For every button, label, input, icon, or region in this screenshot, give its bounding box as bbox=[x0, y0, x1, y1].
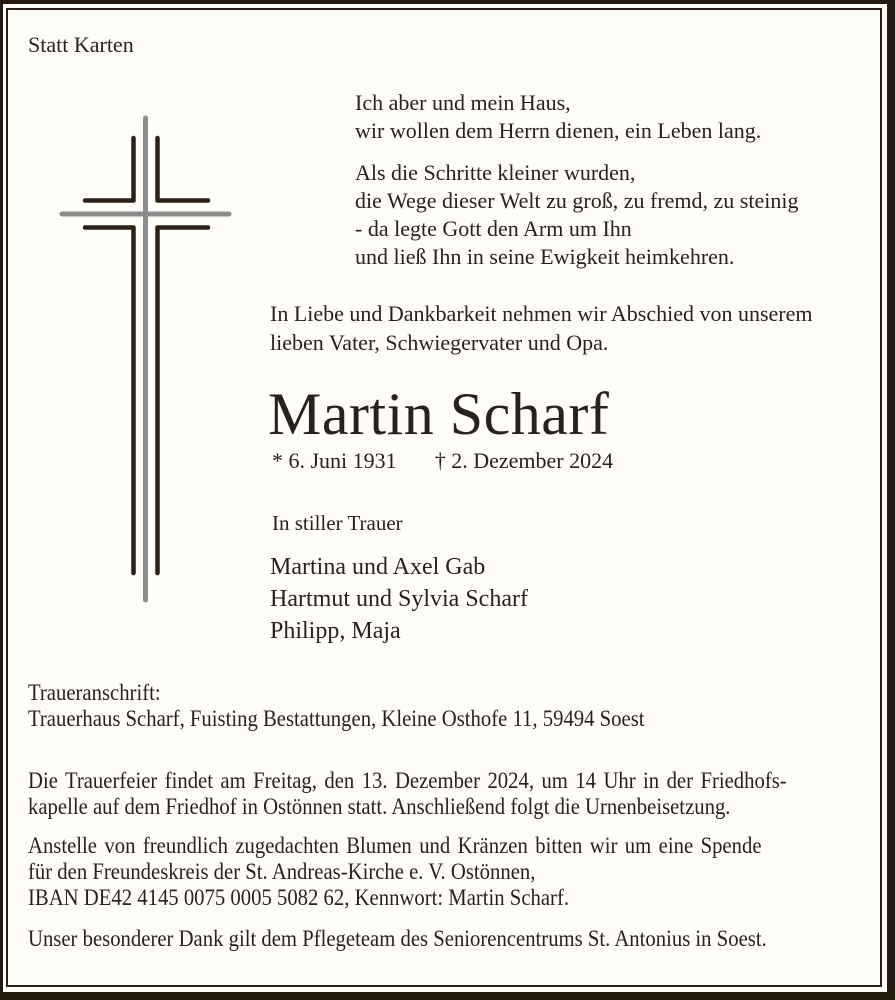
donation-info bbox=[28, 833, 843, 911]
donation-info-line: Anstelle von freundlich zugedachten Blumen und Kränzen bitten wir um eine Spende bbox=[28, 833, 762, 858]
life-dates bbox=[272, 448, 613, 474]
deceased-name: Martin Scharf bbox=[268, 381, 610, 447]
address-label: Traueranschrift: bbox=[28, 680, 161, 705]
birth-date: * 6. Juni 1931 bbox=[272, 448, 397, 473]
opening-quote bbox=[355, 89, 798, 271]
service-info-line: Die Trauerfeier findet am Freitag, den 13. Dezember 2024, um 14 Uhr in der Friedhofs- bbox=[28, 768, 787, 793]
mourning-intro: In stiller Trauer bbox=[272, 511, 403, 535]
cross-icon bbox=[55, 112, 240, 607]
mourner-name: Martina und Axel Gab bbox=[270, 554, 486, 580]
farewell-line: In Liebe und Dankbarkeit nehmen wir Abschied von unserem bbox=[270, 301, 813, 326]
donation-info-line: für den Freundeskreis der St. Andreas-Kirche e. V. Ostönnen, bbox=[28, 859, 536, 884]
death-date: † 2. Dezember 2024 bbox=[434, 448, 614, 473]
quote-line: Ich aber und mein Haus, bbox=[355, 90, 571, 115]
quote-line: die Wege dieser Welt zu groß, zu fremd, zu steinig bbox=[355, 188, 799, 213]
quote-line: und ließ Ihn in seine Ewigkeit heimkehren. bbox=[355, 244, 735, 269]
donation-info-line: IBAN DE42 4145 0075 0005 5082 62, Kennwort: Martin Scharf. bbox=[28, 885, 570, 910]
farewell-line: lieben Vater, Schwiegervater und Opa. bbox=[270, 330, 609, 355]
thanks-line: Unser besonderer Dank gilt dem Pflegeteam des Seniorencentrums St. Antonius in Soest. bbox=[28, 926, 767, 951]
mourning-address bbox=[28, 680, 713, 732]
farewell-text bbox=[270, 299, 813, 357]
service-info-line: kapelle auf dem Friedhof in Ostönnen statt. Anschließend folgt die Urnenbeisetzung. bbox=[28, 794, 731, 819]
quote-line: Als die Schritte kleiner wurden, bbox=[355, 160, 636, 185]
mourners-list bbox=[270, 551, 528, 647]
quote-line: - da legte Gott den Arm um Ihn bbox=[355, 216, 632, 241]
address-value: Trauerhaus Scharf, Fuisting Bestattungen, Kleine Osthofe 11, 59494 Soest bbox=[28, 706, 645, 731]
thanks-text bbox=[28, 926, 849, 952]
quote-line: wir wollen dem Herrn dienen, ein Leben lang. bbox=[355, 118, 762, 143]
service-info bbox=[28, 768, 871, 820]
mourner-name: Hartmut und Sylvia Scharf bbox=[270, 586, 528, 612]
mourner-name: Philipp, Maja bbox=[270, 618, 401, 644]
statt-karten-note: Statt Karten bbox=[28, 32, 134, 57]
